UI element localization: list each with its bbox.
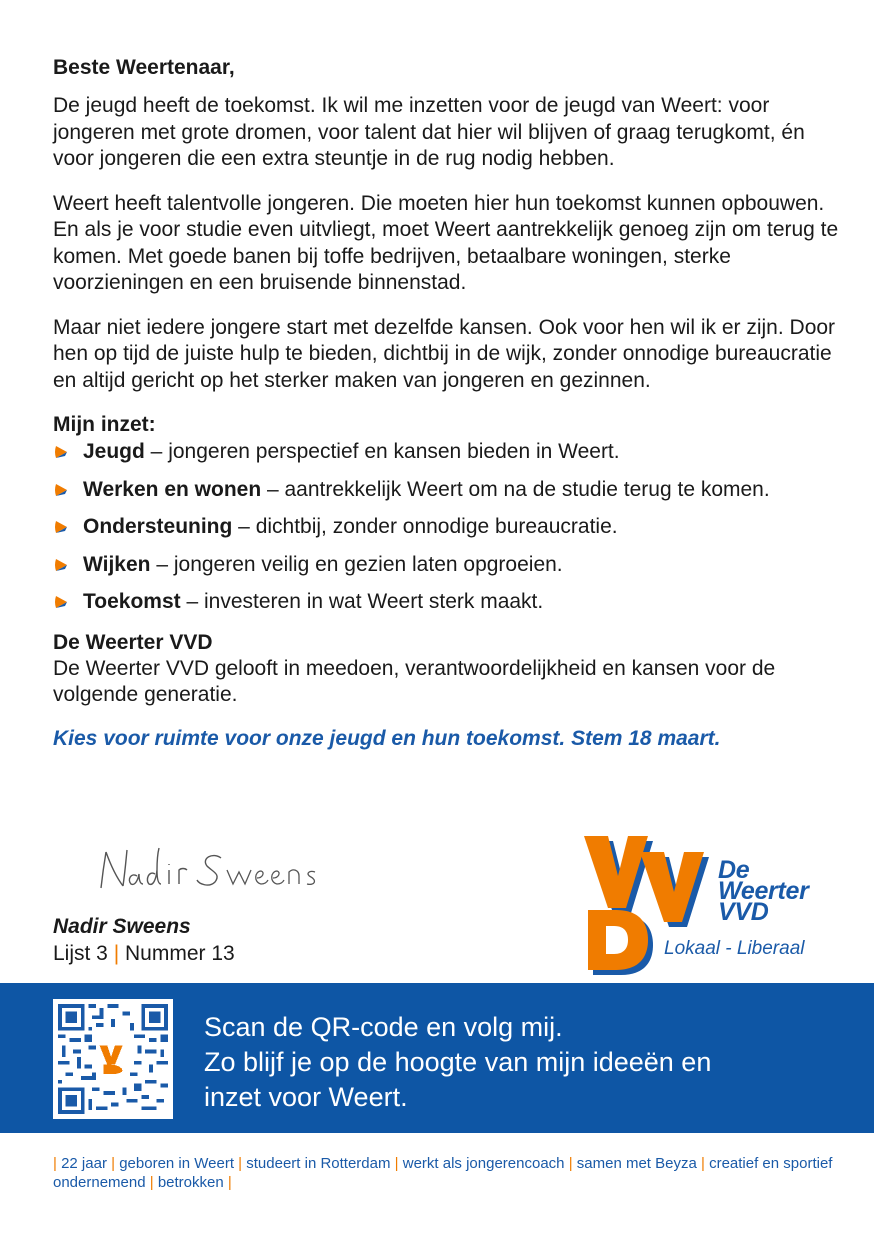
party-title: De Weerter VVD — [53, 630, 213, 654]
list-item-term: Werken en wonen — [83, 477, 262, 501]
list-item-text: – investeren in wat Weert sterk maakt. — [180, 590, 544, 613]
qr-code[interactable] — [53, 999, 173, 1119]
logo-tagline: Lokaal - Liberaal — [664, 938, 805, 959]
party-text: De Weerter VVD gelooft in meedoen, verantwoordelijkheid en kansen voor de volgende generatie. — [53, 656, 776, 706]
list-item — [53, 439, 843, 466]
list-item-text: – jongeren perspectief en kansen bieden in Weert. — [144, 440, 620, 463]
orange-arrow-icon — [53, 444, 69, 460]
list-item-term: Jeugd — [83, 440, 145, 463]
fact-involved: betrokken — [157, 1174, 224, 1191]
logo-line-3: VVD — [718, 898, 769, 926]
orange-arrow-icon — [53, 594, 69, 610]
orange-arrow-icon — [53, 519, 69, 535]
orange-arrow-icon — [53, 557, 69, 573]
separator: | — [394, 1155, 399, 1172]
fact-birthplace: geboren in Weert — [119, 1155, 234, 1172]
candidate-block — [53, 913, 235, 967]
list-item — [53, 477, 843, 504]
separator: | — [111, 1155, 116, 1172]
separator: | — [53, 1155, 57, 1172]
list-item-term: Wijken — [83, 552, 151, 576]
orange-arrow-icon — [53, 482, 69, 498]
footer-facts — [53, 1154, 843, 1192]
candidate-list: Lijst 3 — [53, 942, 108, 965]
paragraph-1: De jeugd heeft de toekomst. Ik wil me inzetten voor de jeugd van Weert: voor jongeren met grote dromen, voor talent dat hier wil blijven of graag terugkomt, én voor jongeren die een extra steuntje in de rug nodig hebben. — [53, 94, 805, 170]
candidate-list-number — [53, 940, 235, 967]
banner-line-1: Scan de QR-code en volg mij. — [204, 1012, 563, 1042]
logo-wordmark — [718, 856, 809, 926]
greeting: Beste Weertenaar, — [53, 56, 235, 79]
fact-age: 22 jaar — [61, 1155, 107, 1172]
paragraph-3: Maar niet iedere jongere start met dezelfde kansen. Ook voor hen wil ik er zijn. Door hen op tijd de juiste hulp te bieden, dichtbij in de wijk, zonder onnodige bureaucratie en altijd gericht op het sterker maken van jongeren en gezinnen. — [53, 315, 836, 392]
separator: | — [568, 1155, 573, 1172]
qr-code-icon — [58, 1004, 168, 1114]
list-item — [53, 552, 843, 579]
list-item-text: – jongeren veilig en gezien laten opgroeien. — [150, 552, 563, 576]
inzet-title: Mijn inzet: — [53, 413, 156, 436]
separator: | — [113, 942, 120, 965]
separator: | — [701, 1155, 705, 1172]
separator: | — [227, 1174, 232, 1191]
list-item-term: Toekomst — [83, 590, 181, 613]
banner-line-3: inzet voor Weert. — [204, 1082, 408, 1112]
fact-partner: samen met Beyza — [576, 1155, 697, 1172]
banner-text — [204, 1010, 844, 1115]
list-item-text: – dichtbij, zonder onnodige bureaucratie. — [232, 515, 618, 538]
banner-line-2: Zo blijf je op de hoogte van mijn ideeën en — [204, 1047, 712, 1077]
logo-line-1: De — [718, 856, 750, 884]
slogan: Kies voor ruimte voor onze jeugd en hun toekomst. Stem 18 maart. — [53, 726, 721, 750]
letter-content — [53, 54, 843, 752]
qr-banner — [0, 983, 874, 1133]
vvd-logo — [582, 830, 842, 980]
list-item — [53, 589, 843, 616]
separator: | — [149, 1174, 154, 1191]
list-item-term: Ondersteuning — [83, 515, 233, 538]
candidate-name: Nadir Sweens — [53, 915, 191, 938]
paragraph-2: Weert heeft talentvolle jongeren. Die moeten hier hun toekomst kunnen opbouwen. En als je voor studie even uitvliegt, moet Weert aantrekkelijk genoeg zijn om terug te komen. Met goede banen bij toffe bedrijven, betaalbare woningen, sterke voorzieningen en een bruisende binnenstad. — [53, 191, 839, 294]
list-item-text: – aantrekkelijk Weert om na de studie terug te komen. — [261, 477, 770, 501]
list-item — [53, 514, 843, 541]
handwritten-signature — [93, 840, 343, 910]
inzet-list — [53, 439, 843, 616]
separator: | — [238, 1155, 243, 1172]
logo-line-2: Weerter — [718, 877, 809, 905]
fact-work: werkt als jongerencoach — [402, 1155, 565, 1172]
candidate-number: Nummer 13 — [125, 942, 235, 965]
fact-creative: creatief en sportief ondernemend — [53, 1155, 833, 1191]
fact-study: studeert in Rotterdam — [246, 1155, 391, 1172]
